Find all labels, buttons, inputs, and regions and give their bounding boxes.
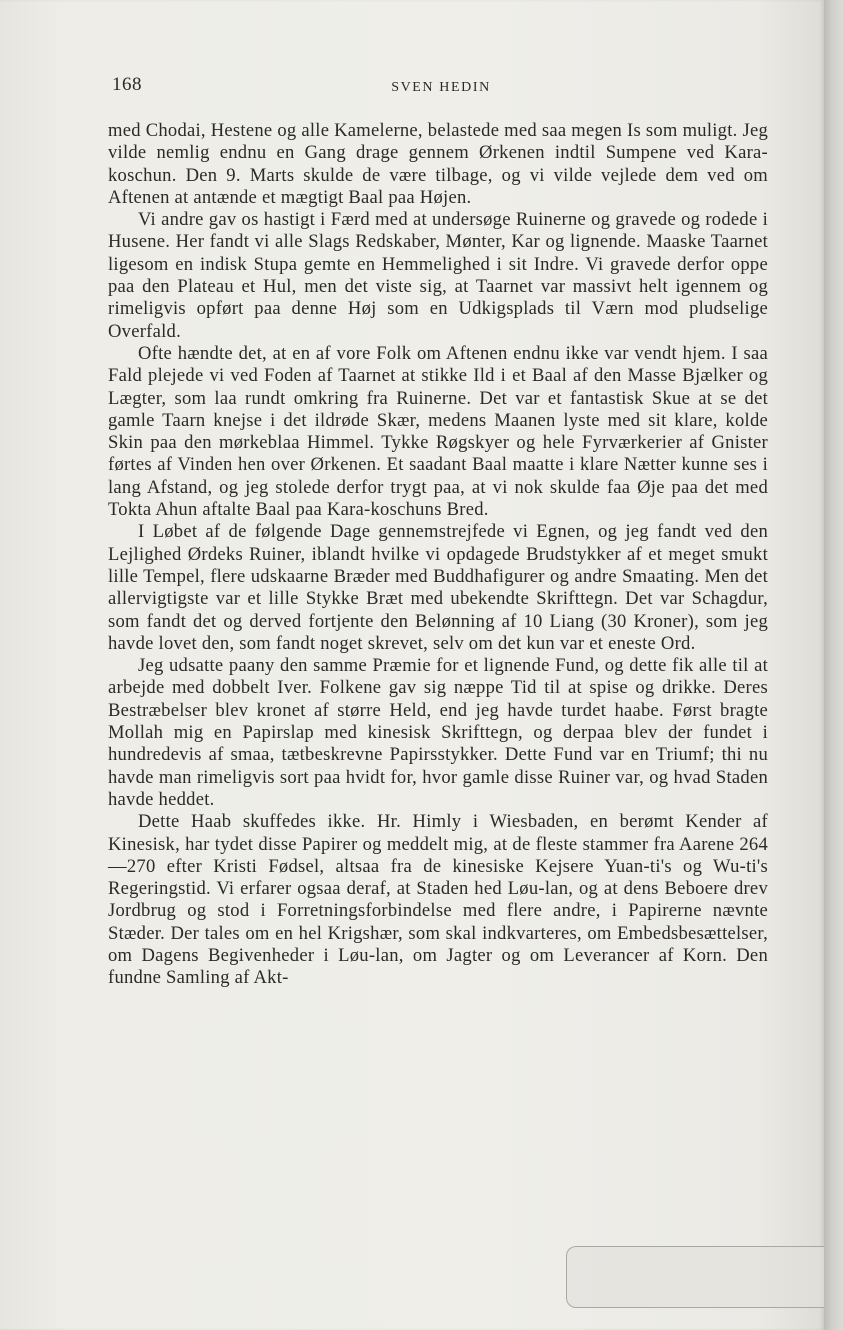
paragraph: I Løbet af de følgende Dage gennemstrejfede vi Egnen, og jeg fandt ved den Lejlighed Ørdeks Ruiner, iblandt hvilke vi opdagede Brudstykker af et meget smukt lille Tempel, flere udskaarne Bræder med Buddhafigurer og andre Smaating. Men det allervigtigste var et lille Stykke Bræt med ubekendte Skrifttegn. Det var Schagdur, som fandt det og derved fortjente den Belønning af 10 Liang (30 Kroner), som jeg havde lovet den, som fandt noget skrevet, selv om det kun var et eneste Ord. [108, 521, 768, 654]
body-text [108, 120, 768, 990]
paragraph: Ofte hændte det, at en af vore Folk om Aftenen endnu ikke var vendt hjem. I saa Fald plejede vi ved Foden af Taarnet at stikke Ild i et Baal af den Masse Bjælker og Lægter, som laa rundt omkring fra Ruinerne. Det var et fantastisk Skue at se det gamle Taarn knejse i det ildrøde Skær, medens Maanen lyste med sit klare, kolde Skin paa den mørkeblaa Himmel. Tykke Røgskyer og hele Fyrværkerier af Gnister førtes af Vinden hen over Ørkenen. Et saadant Baal maatte i klare Nætter kunne ses i lang Afstand, og jeg stolede derfor trygt paa, at vi nok skulde faa Øje paa det med Tokta Ahun aftalte Baal paa Kara-koschuns Bred. [108, 342, 768, 521]
paragraph: Vi andre gav os hastigt i Færd med at undersøge Ruinerne og gravede og rodede i Husene. Her fandt vi alle Slags Redskaber, Mønter, Kar og lignende. Maaske Taarnet ligesom en indisk Stupa gemte en Hemmelighed i sit Indre. Vi gravede derfor oppe paa den Plateau et Hul, men det viste sig, at Taarnet var massivt helt igennem og rimeligvis opført paa denne Høj som en Udkigsplads til Værn mod pludselige Overfald. [108, 209, 768, 342]
page-edge [824, 0, 843, 1330]
running-head: SVEN HEDIN [391, 80, 491, 95]
paragraph: med Chodai, Hestene og alle Kamelerne, belastede med saa megen Is som muligt. Jeg vilde nemlig endnu en Gang drage gennem Ørkenen indtil Sumpene ved Kara-koschun. Den 9. Marts skulde de være tilbage, og vi vilde vejlede dem ved om Aftenen at antænde et mægtigt Baal paa Højen. [108, 120, 768, 208]
page-header [112, 74, 770, 100]
page-number: 168 [112, 74, 142, 95]
paragraph: Dette Haab skuffedes ikke. Hr. Himly i Wiesbaden, en berømt Kender af Kinesisk, har tydet disse Papirer og meddelt mig, at de fleste stammer fra Aarene 264—270 efter Kristi Fødsel, altsaa fra de kinesiske Kejsere Yuan-ti's og Wu-ti's Regeringstid. Vi erfarer ogsaa deraf, at Staden hed Løu-lan, og at dens Beboere drev Jordbrug og stod i Forretningsforbindelse med flere andre, i Papirerne nævnte Stæder. Der tales om en hel Krigshær, som skal indkvarteres, om Embedsbesættelser, om Dagens Begivenheder i Løu-lan, om Jagter og om Leverancer af Korn. Den fundne Samling af Akt- [108, 811, 768, 989]
paper-scrap [566, 1246, 829, 1308]
paragraph: Jeg udsatte paany den samme Præmie for et lignende Fund, og dette fik alle til at arbejde med dobbelt Iver. Folkene gav sig næppe Tid til at spise og drikke. Deres Bestræbelser blev kronet af større Held, end jeg havde turdet haabe. Først bragte Mollah mig en Papirslap med kinesisk Skrifttegn, og derpaa blev der fundet i hundredevis af smaa, tætbeskrevne Papirsstykker. Dette Fund var en Triumf; thi nu havde man rimeligvis sort paa hvidt for, hvor gamle disse Ruiner var, og hvad Staden havde heddet. [108, 655, 768, 810]
